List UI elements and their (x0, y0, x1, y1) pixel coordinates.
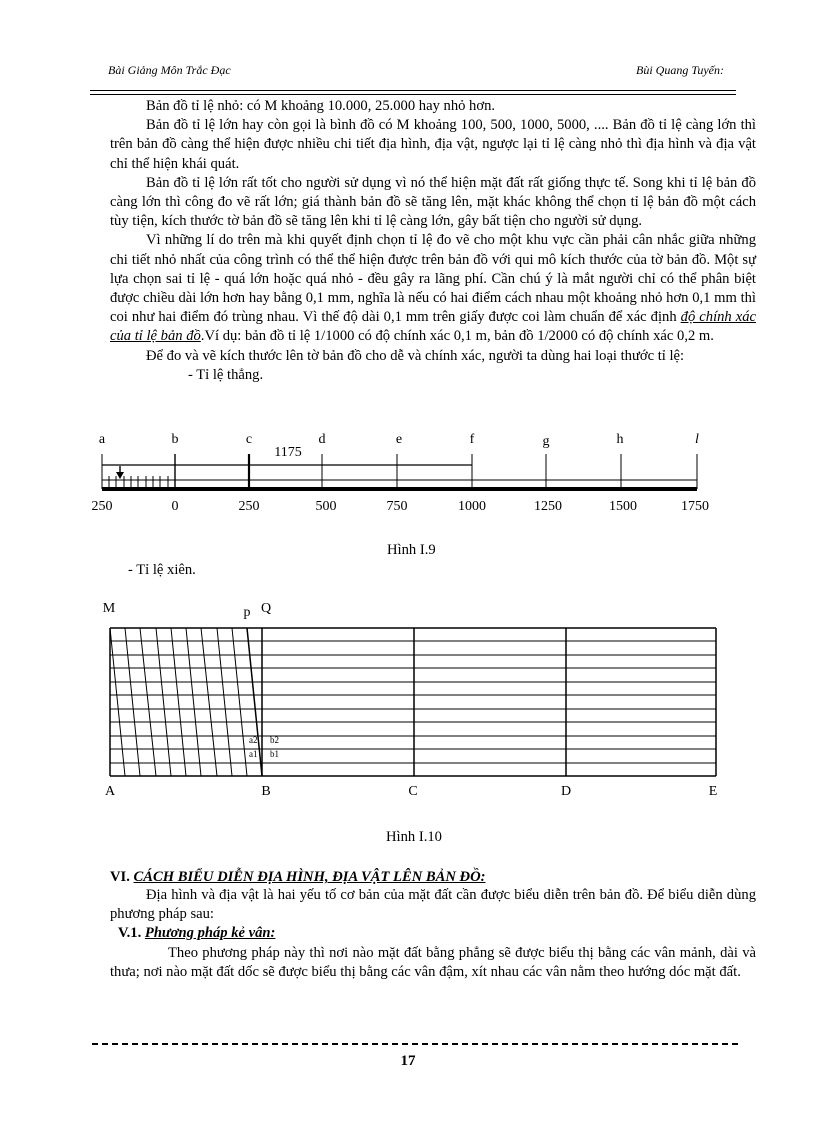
scale-number: 1500 (609, 499, 637, 514)
subsection-body (110, 944, 756, 982)
footer-rule (92, 1043, 738, 1045)
figure-caption: Hình I.9 (387, 542, 436, 558)
paragraph-text: .Ví dụ: bản đồ tỉ lệ 1/1000 có độ chính xác 0,1 m, bản đồ 1/2000 có độ chính xác 0,2 m. (200, 328, 714, 345)
scale-letter: f (469, 432, 475, 447)
point-label: a2 (249, 735, 258, 745)
paragraph: Địa hình và địa vật là hai yếu tố cơ bản của mặt đất cần được biểu diễn trên bản đồ. Để biểu diễn dùng phương pháp sau: (110, 887, 756, 923)
figure-label: D (560, 784, 572, 799)
scale-letter: h (616, 432, 624, 447)
list-item: - Tỉ lệ thẳng. (188, 366, 264, 383)
figure-label: C (408, 784, 418, 799)
section-heading (110, 869, 485, 886)
point-label: a1 (249, 749, 258, 759)
subsection-heading: V.1. Phương pháp kẻ vân: (118, 925, 276, 941)
header-left: Bài Giảng Môn Trắc Đạc (108, 63, 231, 77)
section-number: VI. (110, 869, 130, 885)
figure-label: M (102, 601, 116, 616)
page-number: 17 (400, 1053, 416, 1069)
scale-letter: g (542, 434, 550, 449)
scale-letter: l (695, 432, 699, 447)
paragraph: Bản đồ tỉ lệ lớn rất tốt cho người sử dụng vì nó thể hiện mặt đất rất giống thực tế. Song khi tỉ lệ bản đồ càng lớn thì công đo vẽ rất lớn; giá thành bản đồ sẽ tăng lên, mặt khác không thể chọn tỉ lệ bản đồ một cách tùy tiện, kích thước tờ bản đồ sẽ tăng lên khi tỉ lệ càng lớn, gây bất tiện cho người sử dụng. (110, 174, 756, 230)
paragraph: Theo phương pháp này thì nơi nào mặt đất bằng phẳng sẽ được biểu thị bằng các vân mảnh, dài và thưa; nơi nào mặt đất dốc sẽ được biểu thị bằng các vân đậm, xít nhau các vân nằm theo hướng dóc mặt đất. (110, 945, 756, 981)
section-title: CÁCH BIỂU DIỄN ĐỊA HÌNH, ĐỊA VẬT LÊN BẢN ĐỒ: (133, 869, 486, 885)
scale-number: 250 (238, 499, 260, 514)
scale-number: 1000 (458, 499, 486, 514)
figure-label: A (104, 784, 116, 799)
figure-label: E (708, 784, 718, 799)
scale-number: 1250 (534, 499, 562, 514)
paragraph: Bản đồ tỉ lệ lớn hay còn gọi là bình đồ có M khoảng 100, 500, 1000, 5000, .... Bản đồ tỉ lệ càng lớn thì trên bản đồ càng thể hiện được nhiều chi tiết địa hình, địa vật, ngược lại tỉ lệ càng nhỏ thì địa hình và địa vật chỉ thể hiện khái quát. (110, 117, 756, 172)
scale-letter: b (171, 432, 179, 447)
subsection-number: V.1 (118, 925, 138, 941)
scale-letter: a (98, 432, 106, 447)
scale-number: 750 (386, 499, 408, 514)
scale-number: 0 (171, 499, 179, 514)
section-body (110, 886, 756, 924)
list-item: - Tỉ lệ xiên. (128, 562, 196, 578)
scale-letter: d (318, 432, 326, 447)
measure-label: 1175 (274, 445, 302, 460)
scale-number: 1750 (681, 499, 709, 514)
point-label: b1 (270, 749, 279, 759)
scale-number: 250 (91, 499, 113, 514)
scale-letter: e (395, 432, 403, 447)
scale-number: 500 (315, 499, 337, 514)
emphasis-text: độ chính xác của tỉ lệ bản đồ (110, 309, 756, 345)
header-right: Bùi Quang Tuyến: (636, 63, 724, 77)
figure-label: p (243, 605, 251, 620)
figure-caption: Hình I.10 (386, 829, 442, 845)
figure-label: B (261, 784, 271, 799)
point-label: b2 (270, 735, 279, 745)
paragraph-text: Vì những lí do trên mà khi quyết định chọn tỉ lệ đo vẽ cho một khu vực cần phải cân nhắc giữa những chi tiết nhỏ nhất của công trình có thể thể hiện được trên bản đồ với qui mô kích thước của tờ bản đồ. Một sự lựa chọn sai tỉ lệ - quá lớn hoặc quá nhỏ - đều gây ra lãng phí. Cần chú ý là mắt người chỉ có thể phân biệt được chiều dài lớn hơn hay bằng 0,1 mm, nghĩa là nếu có hai điểm cách nhau một khoảng nhỏ hơn 0,1 mm thì coi như hai điểm đó trùng nhau. Vì thế độ dài 0,1 mm trên giấy được coi làm chuẩn để xác định (110, 232, 756, 326)
scale-letter: c (245, 432, 253, 447)
subsection-title: Phương pháp kẻ vân: (144, 925, 276, 941)
figure-label: Q (260, 601, 272, 616)
paragraph: Để đo và vẽ kích thước lên tờ bản đồ cho dễ và chính xác, người ta dùng hai loại thước tỉ lệ: (146, 347, 685, 364)
paragraph: Bản đồ tỉ lệ nhỏ: có M khoảng 10.000, 25.000 hay nhỏ hơn. (146, 98, 496, 114)
